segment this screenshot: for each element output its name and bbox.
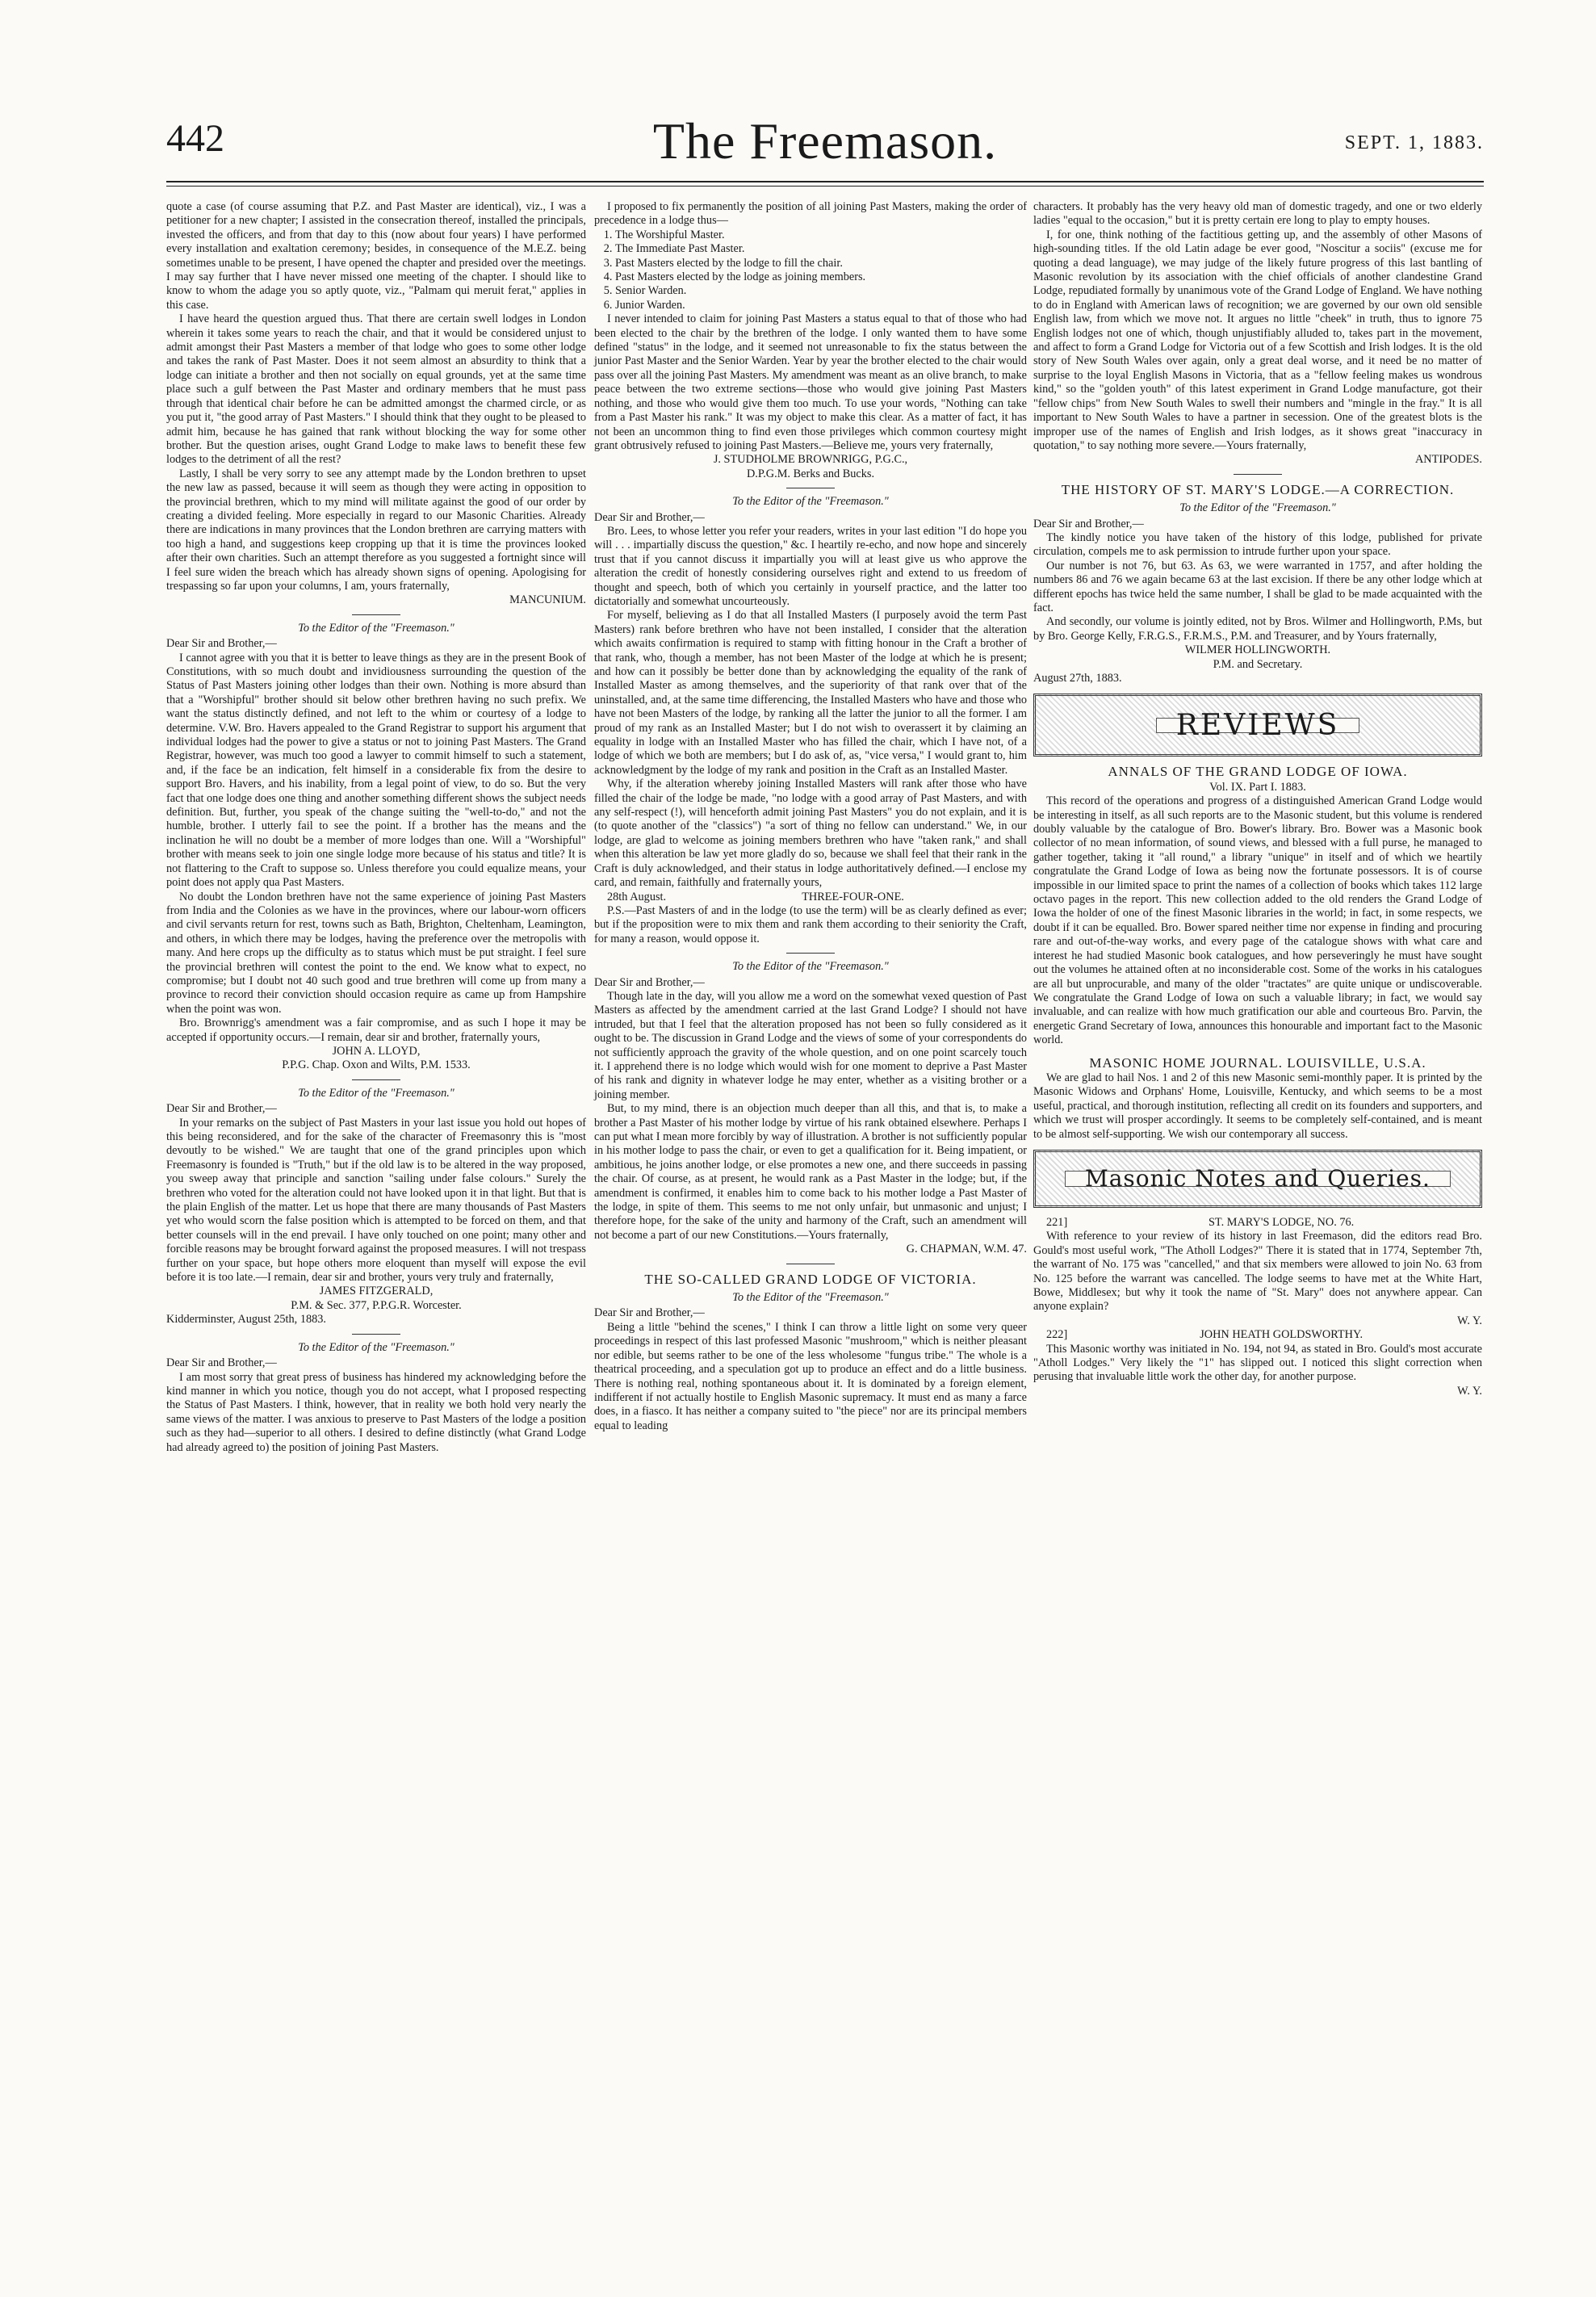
signature: W. Y. bbox=[1457, 1384, 1482, 1398]
letter-date: Kidderminster, August 25th, 1883. bbox=[166, 1313, 326, 1327]
paragraph: We are glad to hail Nos. 1 and 2 of this new Masonic semi-monthly paper. It is printed by the Masonic Widows and Orphans' Home, Louisville, Kentucky, and which seems to be a most useful, practical, and thorough institution, reflecting all credit on its founders and supporters, and which we trust will prosper accordingly. It seems to be completely self-contained, and is meant to be almost self-supporting. We wish our contemporary all success. bbox=[1033, 1071, 1482, 1141]
signature: MANCUNIUM. bbox=[509, 593, 586, 607]
signature: WILMER HOLLINGWORTH. bbox=[1184, 643, 1331, 657]
signature: ANTIPODES. bbox=[1414, 453, 1482, 467]
letter-address: To the Editor of the "Freemason." bbox=[732, 960, 889, 974]
divider bbox=[1234, 474, 1282, 475]
list-item: 6. Junior Warden. bbox=[615, 299, 1027, 312]
paragraph: I have heard the question argued thus. That there are certain swell lodges in London wherein it takes some years to reach the chair, and that it would be considered unjust to admit amongst their Past Masters a member of that lodge who goes to some other lodge and takes the rank of Past Master. Does it not seem almost an absurdity to think that a lodge can initiate a brother and then not socially on equal grounds, yet at the same time place such a gulf between the Past Master and ordinary members that he must pass through that identical chair before he can be admitted amongst the charmed circle, or as you put it, "the good array of Past Masters." I should think that they ought to be pleased to admit him, because he has gained that rank without blocking the way for some other brother. But the question arises, ought Grand Lodge to make laws to benefit these few lodges to the detriment of all the rest? bbox=[166, 312, 586, 467]
section-heading: THE HISTORY OF ST. MARY'S LODGE.—A CORRECTION. bbox=[1061, 481, 1455, 497]
paragraph: I, for one, think nothing of the factitious getting up, and the assembly of other Masons of high-sounding titles. If the old Latin adage be ever good, "Noscitur a sociis" (excuse me for quoting a dead language), we may judge of the likely future progress of this last bantling of Masonic revolution by its association with the chief officials of another clandestine Grand Lodge, repudiated formally by unanimous vote of the Grand Lodge of England. We have nothing to do in England with American laws of recognition; we are governed by our own old sensible English law, from which we move not. It argues no little "cheek" in truth, thus to ignore 75 English lodges not one of which, though unjustifiably alluded to, takes part in the movement, and affect to form a Grand Lodge for Victoria out of a few Scottish and Irish lodges. It is the old story of New South Wales over again, only a great deal worse, and it need be no matter of surprise to the loyal English Masons in Victoria, that as a "fellow feeling makes us wondrous kind," so the "golden youth" of this latest experiment in Grand Lodge manufacture, got their "fellow chips" from New South Wales to swell their numbers and "mingle in the fray." It is all important to New South Wales to have a partner in secession. One of the greatest blots is the improper use of the names of English and Irish lodges, as it shows great "inaccuracy in quotation," to say nothing more severe.—Yours fraternally, bbox=[1033, 228, 1482, 452]
signature: THREE-FOUR-ONE. bbox=[802, 890, 904, 903]
signature: JOHN A. LLOYD, bbox=[332, 1044, 421, 1058]
notes-queries-banner-text: Masonic Notes and Queries. bbox=[1065, 1171, 1451, 1186]
issue-date: SEPT. 1, 1883. bbox=[1344, 132, 1484, 153]
divider bbox=[352, 1334, 400, 1335]
paragraph: In your remarks on the subject of Past Masters in your last issue you hold out hopes of this being reconsidered, and for the sake of the character of Freemasonry this is "most devoutly to be wished." We are taught that one of the grand principles upon which Freemasonry is founded is "Truth," but if the old law is to be altered in the way proposed, you sweep away that principle and sanction "sailing under false colours." Surely the brethren who voted for the alteration could not have looked upon it in that light. But that is the plain English of the matter. Let us hope that there are many thousands of Past Masters yet who would scorn the false position which is attempted to be forced on them, and that better counsels will in the end prevail. I have only touched on one point; many other and forcible reasons may be brought forward against the proposed measures. I will not trespass further on your space, but hope others more eloquent than myself will expose the evil before it is too late.—I remain, dear sir and brother, yours very truly and fraternally, bbox=[166, 1116, 586, 1285]
paragraph: P.S.—Past Masters of and in the lodge (to use the term) will be as clearly defined as ever; but if the proposition were to mix them and rank them according to their seniority the Craft, for many a reason, would oppose it. bbox=[594, 903, 1027, 945]
signature-title: D.P.G.M. Berks and Bucks. bbox=[746, 467, 875, 480]
note-heading bbox=[1033, 1328, 1482, 1342]
note-number: 222] bbox=[1046, 1328, 1068, 1342]
letter-address: To the Editor of the "Freemason." bbox=[732, 1291, 889, 1305]
divider bbox=[352, 614, 400, 615]
paragraph: This Masonic worthy was initiated in No. 194, not 94, as stated in Bro. Gould's most accurate "Atholl Lodges." Very likely the "1" has slipped out. I noticed this slight correction when perusing that invaluable little work the other day, for another purpose. bbox=[1033, 1342, 1482, 1384]
paragraph: For myself, believing as I do that all Installed Masters (I purposely avoid the term Past Masters) rank before brethren who have not been installed, I consider that the alteration which awaits confirmation is required to stamp with fitting honour in the Craft a brother of that rank, who, though a member, has not been Master of the lodge at which he is present; and how can it possibly be better done than by acknowledging the equality of the rank of Installed Master as among themselves, and the superiority of that rank over that of the uninstalled, and, at the same time differencing, the Installed Masters who have and those who have not been Masters of the lodge, by ranking all the latter the junior to all the former. I am proud of my rank as an Installed Master; but I do not wish to overassert it by claiming an equality in lodge with an Installed Master who has filled the chair, which I have not, of a lodge of which we both are members; but I do ask of, as, "vice versa," I would grant to, him acknowledgment by the lodge of my rank and position in the Craft as an Installed Master. bbox=[594, 609, 1027, 777]
paragraph: I am most sorry that great press of business has hindered my acknowledging before the kind manner in which you notice, though you do not accept, what I proposed respecting the Status of Past Masters. I think, however, that in reality we both hold very nearly the same views of the matter. I was anxious to preserve to Past Masters of the lodge a position such as they had—superior to all others. I desired to define distinctly (what Grand Lodge had already agreed to) the position of joining Past Masters. bbox=[166, 1370, 586, 1454]
letter-address: To the Editor of the "Freemason." bbox=[298, 1086, 455, 1100]
letter-address: To the Editor of the "Freemason." bbox=[298, 621, 455, 635]
paragraph: With reference to your review of its history in last Freemason, did the editors read Bro. Gould's most useful work, "The Atholl Lodges?" There it is stated that in 1774, September 7th, the warrant of No. 175 was "cancelled," and that six members were allowed to join No. 63 from No. 125 before the warrant was cancelled. The lodge seems to have met at the White Hart, Bowe, Middlesex; but why it took the name of "St. Mary" does not anywhere appear. Can anyone explain? bbox=[1033, 1230, 1482, 1314]
signature: J. STUDHOLME BROWNRIGG, P.G.C., bbox=[713, 453, 908, 467]
signature-title: P.M. & Sec. 377, P.P.G.R. Worcester. bbox=[291, 1298, 462, 1312]
paragraph: No doubt the London brethren have not the same experience of joining Past Masters from India and the Colonies as we have in the provinces, where our labour-worn officers and civil servants return for rest, towns such as Bath, Brighton, Cheltenham, Leamington, and others, in which there may be lodges, having the preference over the metropolis with many. And here crops up the difficulty as to status which must be put straight. I feel sure the provincial brethren will contest the point to the end. We know what to expect, no compromise; but I doubt not 40 such good and true brethren will come up from many a province to record their conviction should occasion require as came up from Hampshire when the point was won. bbox=[166, 890, 586, 1016]
paragraph: Though late in the day, will you allow me a word on the somewhat vexed question of Past Masters as affected by the amendment carried at the last Grand Lodge? I should not have intruded, but that I feel that the alteration proposed has not been so fully considered as it ought to be. The discussion in Grand Lodge and the views of some of your correspondents do not sufficiently approach the gravity of the whole question, and on one point scarcely touch it. I apprehend there is no lodge which would wish for one moment to deprive a Past Master of his rank and dignity in whatever lodge he may enter, whether as a visiting brother or a joining member. bbox=[594, 989, 1027, 1101]
paragraph: Bro. Brownrigg's amendment was a fair compromise, and as such I hope it may be accepted if opportunity occurs.—I remain, dear sir and brother, fraternally yours, bbox=[166, 1016, 586, 1044]
review-heading: MASONIC HOME JOURNAL. LOUISVILLE, U.S.A. bbox=[1089, 1054, 1426, 1071]
masthead bbox=[166, 111, 1484, 176]
page-number: 442 bbox=[166, 117, 224, 160]
paragraph: I proposed to fix permanently the position of all joining Past Masters, making the order of precedence in a lodge thus— bbox=[594, 200, 1027, 228]
paragraph: I cannot agree with you that it is better to leave things as they are in the present Book of Constitutions, with so much doubt and invidiousness surrounding the question of the Status of Past Masters joining other lodges than their own. Nothing is more absurd than that a "Worshipful" brother should sit below other brethren having no such prefix. We want the status distinctly defined, and not left to the whim or courtesy of a lodge to determine. V.W. Bro. Havers appealed to the Grand Registrar to support his argument that individual lodges had the power to give a status or not to joining Past Masters. The Grand Registrar, however, was much too good a lawyer to commit himself to such a statement, and, if the face be an indication, felt himself in a considerable fix from the desire to support Bro. Havers, and his inability, from a legal point of view, to do so. But the very fact that one lodge does one thing and another something different shows the subject needs definition. But, further, you speak of the change suiting the "well-to-do," and not the humble, brother. I utterly fail to see the point. If a brother has the means and the inclination he will no doubt be a member of more lodges than one. Will a "Worshipful" brother with means seek to join one single lodge more because of his status and title? It is not flattering to the Craft to suppose so. Unless therefore you could equalize means, your point does not apply qua Past Masters. bbox=[166, 651, 586, 890]
signature: G. CHAPMAN, W.M. 47. bbox=[906, 1243, 1027, 1256]
salutation: Dear Sir and Brother,— bbox=[594, 510, 705, 524]
letter-footer bbox=[594, 891, 1027, 904]
section-heading: THE SO-CALLED GRAND LODGE OF VICTORIA. bbox=[644, 1271, 977, 1287]
review-heading: ANNALS OF THE GRAND LODGE OF IOWA. bbox=[1108, 764, 1408, 780]
notes-queries-banner bbox=[1033, 1150, 1482, 1208]
paragraph: I never intended to claim for joining Past Masters a status equal to that of those who had been elected to the chair by the brethren of the lodge. I only wanted them to have some defined "status" in the lodge, and it seemed not unreasonable to fix the status between the junior Past Master and the Senior Warden. Year by year the brother elected to the chair would pass over all the joining Past Masters. My amendment was meant as an olive branch, to make peace between the two extreme sections—those who would give joining Past Masters nothing, and those who would give them too much. To use your words, "Nothing can take from a Past Master his rank." It was my object to make this clear. As a matter of fact, it has not been an uncommon thing to find even those privileges which common courtesy might grant obtrusively refused to joining Past Masters.—Believe me, yours very fraternally, bbox=[594, 312, 1027, 452]
paragraph: Why, if the alteration whereby joining Installed Masters will rank after those who have filled the chair of the lodge be made, "no lodge with a good array of Past Masters, and with any self-respect (!), will henceforth admit joining Past Masters" you do not explain, and it is (to quote another of the "classics") "a sort of thing no fellow can understand." We, in our lodge, are glad to welcome as joining members brethren who have "taken rank," and shall when this alteration be law yet more gladly do so, because we shall feel that their rank in the Craft is duly acknowledged, and their status in lodge authoritatively defined.—I enclose my card, and remain, faithfully and fraternally yours, bbox=[594, 778, 1027, 890]
list-item: 2. The Immediate Past Master. bbox=[615, 242, 1027, 256]
divider bbox=[352, 1079, 400, 1080]
salutation: Dear Sir and Brother,— bbox=[1033, 517, 1144, 530]
letter-date: 28th August. bbox=[607, 890, 667, 903]
list-item: 3. Past Masters elected by the lodge to fill the chair. bbox=[615, 257, 1027, 270]
header-rule bbox=[166, 181, 1484, 182]
list-item: 5. Senior Warden. bbox=[615, 284, 1027, 298]
salutation: Dear Sir and Brother,— bbox=[166, 637, 277, 651]
signature-title: P.M. and Secretary. bbox=[1213, 657, 1303, 671]
paragraph: The kindly notice you have taken of the history of this lodge, published for private circulation, compels me to ask permission to intrude further upon your space. bbox=[1033, 530, 1482, 559]
paragraph: Bro. Lees, to whose letter you refer your readers, writes in your last edition "I do hope you will . . . impartially discuss the question," &c. I heartily re-echo, and now hope and sincerely trust that if you cannot discuss it impartially you will at least give us who approve the alteration the credit of honestly considering ourselves right and extend to us freedom of thought and speech, both of which you certainly in yourself practice, and the latter too dictatorially and somewhat uncourteously. bbox=[594, 524, 1027, 608]
salutation: Dear Sir and Brother,— bbox=[594, 1306, 705, 1320]
letter-date: August 27th, 1883. bbox=[1033, 672, 1122, 685]
paragraph: And secondly, our volume is jointly edited, not by Bros. Wilmer and Hollingworth, P.Ms, but by Bro. George Kelly, F.R.G.S., F.R.M.S., P.M. and Treasurer, and by Yours fraternally, bbox=[1033, 615, 1482, 643]
paragraph: Being a little "behind the scenes," I think I can throw a little light on some very queer proceedings in respect of this last professed Masonic "mushroom," which is neither pleasant nor edible, but seems rather to be one of the less wholesome "fungus tribe." The whole is a theatrical proceeding, and a speculation got up to produce an effect and do a little business. There is nothing real, nothing spontaneous about it. It is dominated by a foreign element, indifferent if not actually hostile to English Masonic supremacy. It must end as many a farce does, in a fiasco. It has neither a company suited to "the piece" nor are its principal members equal to leading bbox=[594, 1320, 1027, 1432]
paragraph: Our number is not 76, but 63. As 63, we were warranted in 1757, and after holding the numbers 86 and 76 we again became 63 at the last excision. If there be any other lodge which at different epochs has twice held the same number, I shall be glad to be made acquainted with the fact. bbox=[1033, 559, 1482, 614]
signature: W. Y. bbox=[1457, 1314, 1482, 1327]
review-subheading: Vol. IX. Part I. 1883. bbox=[1209, 780, 1306, 794]
reviews-banner-text: REVIEWS bbox=[1156, 718, 1360, 733]
column-2 bbox=[594, 200, 1027, 1433]
note-heading bbox=[1033, 1216, 1482, 1230]
precedence-list bbox=[615, 228, 1027, 312]
salutation: Dear Sir and Brother,— bbox=[166, 1356, 277, 1370]
note-title: ST. MARY'S LODGE, NO. 76. bbox=[1208, 1215, 1355, 1229]
reviews-banner bbox=[1033, 694, 1482, 757]
letter-address: To the Editor of the "Freemason." bbox=[298, 1340, 455, 1354]
paragraph: This record of the operations and progress of a distinguished American Grand Lodge would be interesting in itself, as all such reports are to the Masonic student, but this volume is rendered doubly valuable by the catalogue of Bro. Bower's library. Bro. Bower was a Masonic book collector of no mean information, of sound views, and blessed with a full purse, he managed to gather together, taking it "all round," a library "unique" in itself and of which we heartily congratulate the Grand Lodge of Iowa as being now the fortunate possessors. It is of course impossible in our limited space to print the names of a collection of books which takes 112 large octavo pages in the report. This new collection added to the old renders the Grand Lodge of Iowa the holder of one of the finest Masonic libraries in the world; in fact, in some respects, we doubt if it can be equalled. Bro. Bower spared neither time nor expense in finding and procuring rare and out-of-the-way works, and every page of the catalogue shows with what care and interest he had studied Masonic book catalogues, and how perseveringly he must have sought out the volumes he attained often at no inconsiderable cost. Some of the works in his catalogues are all but unprocurable, and many of the older "tractates" are quite unique or undiscoverable. We congratulate the Grand Lodge of Iowa on such a valuable library; in fact, we would say invaluable, and can realize with how much gratification our able and courteous Bro. Parvin, the energetic Grand Secretary of Iowa, announces this honourable and important fact to the Masonic world. bbox=[1033, 794, 1482, 1047]
paragraph: Lastly, I shall be very sorry to see any attempt made by the London brethren to upset the new law as passed, because it will seem as though they were acting in opposition to the provincial brethren, which to my mind will militate against the good of our order by creating a divided feeling. More especially in regard to our Masonic Charities. Already there are indications in many provinces that the London brethren are carrying matters with too high a hand, and suggestions keep cropping up that it is time the provinces looked after their own charities. Such an attempt therefore as you suggested a fortnight since will I feel sure widen the breach which has already shown signs of opening. Apologising for trespassing so far upon your columns, I am, yours fraternally, bbox=[166, 467, 586, 593]
note-number: 221] bbox=[1046, 1215, 1068, 1229]
newspaper-title: The Freemason. bbox=[652, 112, 998, 170]
salutation: Dear Sir and Brother,— bbox=[166, 1102, 277, 1116]
letter-address: To the Editor of the "Freemason." bbox=[732, 495, 889, 509]
note-title: JOHN HEATH GOLDSWORTHY. bbox=[1200, 1328, 1364, 1342]
letter-address: To the Editor of the "Freemason." bbox=[1179, 501, 1336, 515]
divider bbox=[786, 953, 835, 954]
paragraph: But, to my mind, there is an objection much deeper than all this, and that is, to make a brother a Past Master of his mother lodge by virtue of his rank obtained elsewhere. Perhaps I can put what I mean more forcibly by way of illustration. A brother is not sufficiently popular in his mother lodge to pass the chair, or even to get a qualification for it. Being impatient, or ambitious, he joins another lodge, or else promotes a new one, and there succeeds in passing the chair. Of course, as at present, he would rank as a Past Master in the lodge; but, if the amendment is confirmed, it enables him to come back to his mother lodge a Past Master of the lodge, in spite of them. This seems to me not only unfair, but unmasonic and unjust; I therefore hope, for the sake of the unity and harmony of the Craft, such an amendment will not become a part of our new Constitutions.—Yours fraternally, bbox=[594, 1102, 1027, 1242]
list-item: 4. Past Masters elected by the lodge as joining members. bbox=[615, 270, 1027, 284]
column-1 bbox=[166, 200, 586, 1455]
salutation: Dear Sir and Brother,— bbox=[594, 975, 705, 989]
signature-title: P.P.G. Chap. Oxon and Wilts, P.M. 1533. bbox=[282, 1058, 471, 1072]
header-rule-thin bbox=[166, 186, 1484, 187]
signature: JAMES FITZGERALD, bbox=[319, 1285, 434, 1298]
paragraph: quote a case (of course assuming that P.Z. and Past Master are identical), viz., I was a petitioner for a new chapter; I assisted in the consecration thereof, installed the principals, invested the officers, and from that day to this (now about four years) I have performed every installation and exaltation ceremony; besides, in consequence of the M.E.Z. being sometimes unable to be present, I have opened the chapter and presided over the meetings. I may say further that I have never missed one meeting of the chapter. I should like to know to whom the adage you so aptly quote, viz., "Palmam qui meruit ferat," applies in this case. bbox=[166, 200, 586, 312]
paragraph: characters. It probably has the very heavy old man of domestic tragedy, and one or two elderly ladies "equal to the occasion," but it is pretty certain ere long to play to empty houses. bbox=[1033, 200, 1482, 228]
list-item: 1. The Worshipful Master. bbox=[615, 228, 1027, 242]
column-3 bbox=[1033, 200, 1482, 1398]
